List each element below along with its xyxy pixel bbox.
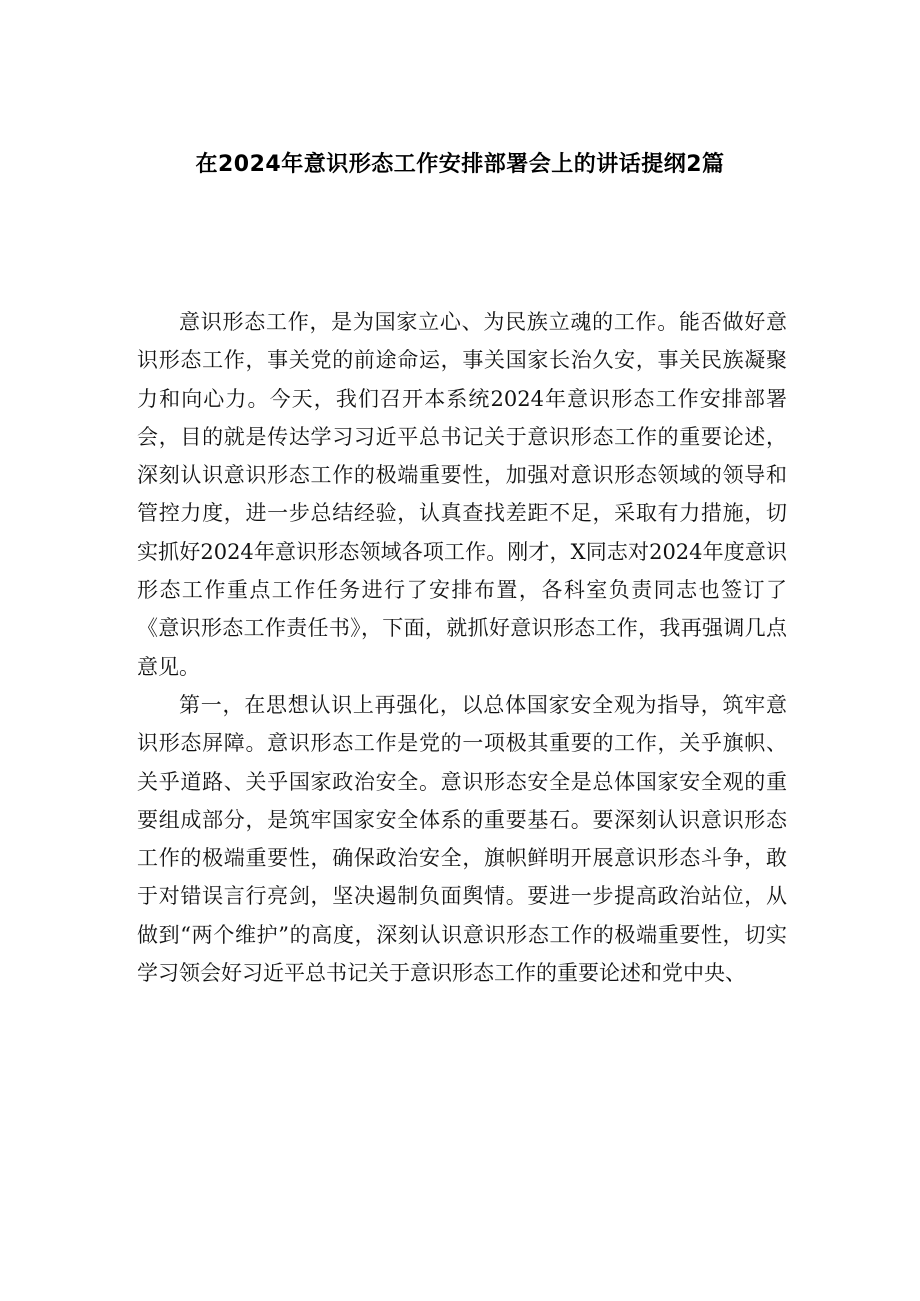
document-title: 在2024年意识形态工作安排部署会上的讲话提纲2篇 (195, 152, 725, 177)
document-body (137, 303, 787, 992)
paragraph-first-point: 第一，在思想认识上再强化，以总体国家安全观为指导，筑牢意识形态屏障。意识形态工作是党的一项极其重要的工作，关乎旗帜、关乎道路、关乎国家政治安全。意识形态安全是总体国家安全观的重要组成部分，是筑牢国家安全体系的重要基石。要深刻认识意识形态工作的极端重要性，确保政治安全，旗帜鲜明开展意识形态斗争，敢于对错误言行亮剑，坚决遏制负面舆情。要进一步提高政治站位，从做到“两个维护”的高度，深刻认识意识形态工作的极端重要性，切实学习领会好习近平总书记关于意识形态工作的重要论述和党中央、 (137, 692, 787, 986)
paragraph-intro: 意识形态工作，是为国家立心、为民族立魂的工作。能否做好意识形态工作，事关党的前途命运，事关国家长治久安，事关民族凝聚力和向心力。今天，我们召开本系统2024年意识形态工作安排部署会，目的就是传达学习习近平总书记关于意识形态工作的重要论述，深刻认识意识形态工作的极端重要性，加强对意识形态领域的领导和管控力度，进一步总结经验，认真查找差距不足，采取有力措施，切实抓好2024年意识形态领域各项工作。刚才，X同志对2024年度意识形态工作重点工作任务进行了安排布置，各科室负责同志也签订了《意识形态工作责任书》，下面，就抓好意识形态工作，我再强调几点意见。 (137, 310, 787, 679)
